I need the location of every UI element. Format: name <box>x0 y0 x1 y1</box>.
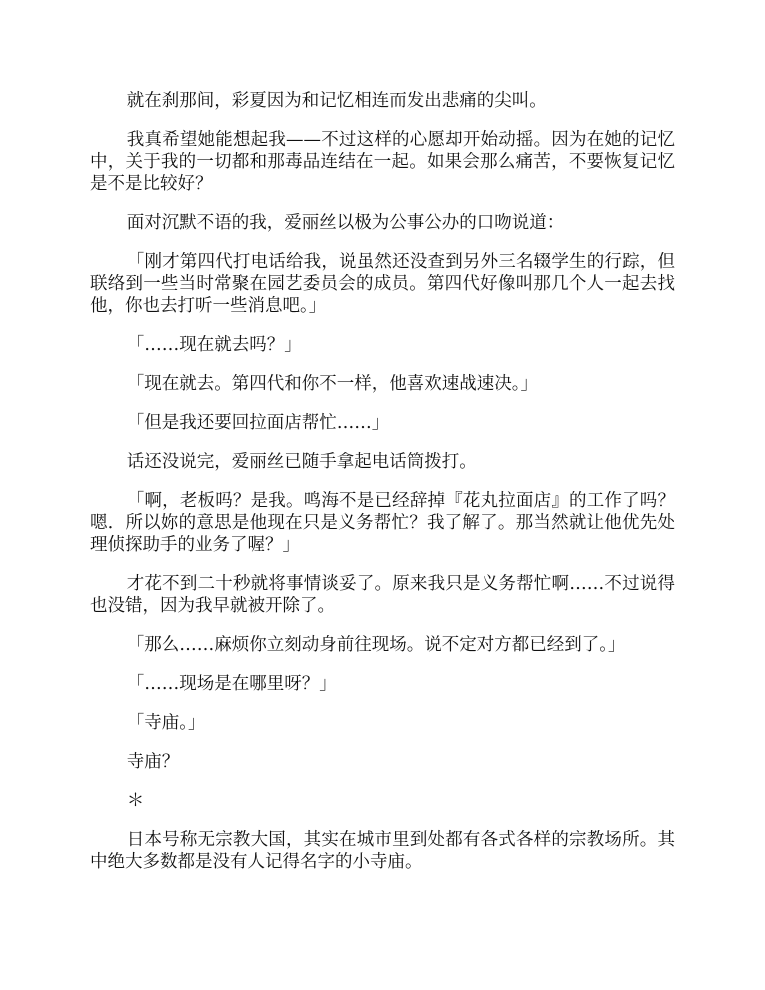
section-break: ＊ <box>126 791 145 811</box>
paragraph: 话还没说完，爱丽丝已随手拿起电话筒拨打。 <box>126 452 477 472</box>
dialogue-paragraph: 「……现在就去吗？」 <box>126 335 302 355</box>
paragraph: 才花不到二十秒就将事情谈妥了。原来我只是义务帮忙啊……不过说得也没错，因为我早就被开除了。 <box>90 574 675 616</box>
dialogue-paragraph: 「寺庙。」 <box>126 713 206 733</box>
document-page <box>90 90 675 890</box>
dialogue-paragraph: 「……现场是在哪里呀？」 <box>126 674 337 694</box>
dialogue-paragraph: 「但是我还要回拉面店帮忙……」 <box>126 413 390 433</box>
paragraph: 我真希望她能想起我——不过这样的心愿却开始动摇。因为在她的记忆中，关于我的一切都和那毒品连结在一起。如果会那么痛苦，不要恢复记忆是不是比较好？ <box>90 130 675 194</box>
paragraph: 寺庙？ <box>126 752 180 772</box>
dialogue-paragraph: 「现在就去。第四代和你不一样，他喜欢速战速决。」 <box>126 374 538 394</box>
paragraph: 日本号称无宗教大国，其实在城市里到处都有各式各样的宗教场所。其中绝大多数都是没有人记得名字的小寺庙。 <box>90 830 675 872</box>
paragraph: 就在刹那间，彩夏因为和记忆相连而发出悲痛的尖叫。 <box>126 91 547 111</box>
dialogue-paragraph: 「那么……麻烦你立刻动身前往现场。说不定对方都已经到了。」 <box>126 635 626 655</box>
dialogue-paragraph: 「啊，老板吗？是我。鸣海不是已经辞掉『花丸拉面店』的工作了吗？嗯．所以妳的意思是他现在只是义务帮忙？我了解了。那当然就让他优先处理侦探助手的业务了喔？」 <box>90 491 675 555</box>
paragraph: 面对沉默不语的我，爱丽丝以极为公事公办的口吻说道： <box>126 213 565 233</box>
dialogue-paragraph: 「刚才第四代打电话给我，说虽然还没查到另外三名辍学生的行踪，但联络到一些当时常聚在园艺委员会的成员。第四代好像叫那几个人一起去找他，你也去打听一些消息吧。」 <box>90 252 675 316</box>
